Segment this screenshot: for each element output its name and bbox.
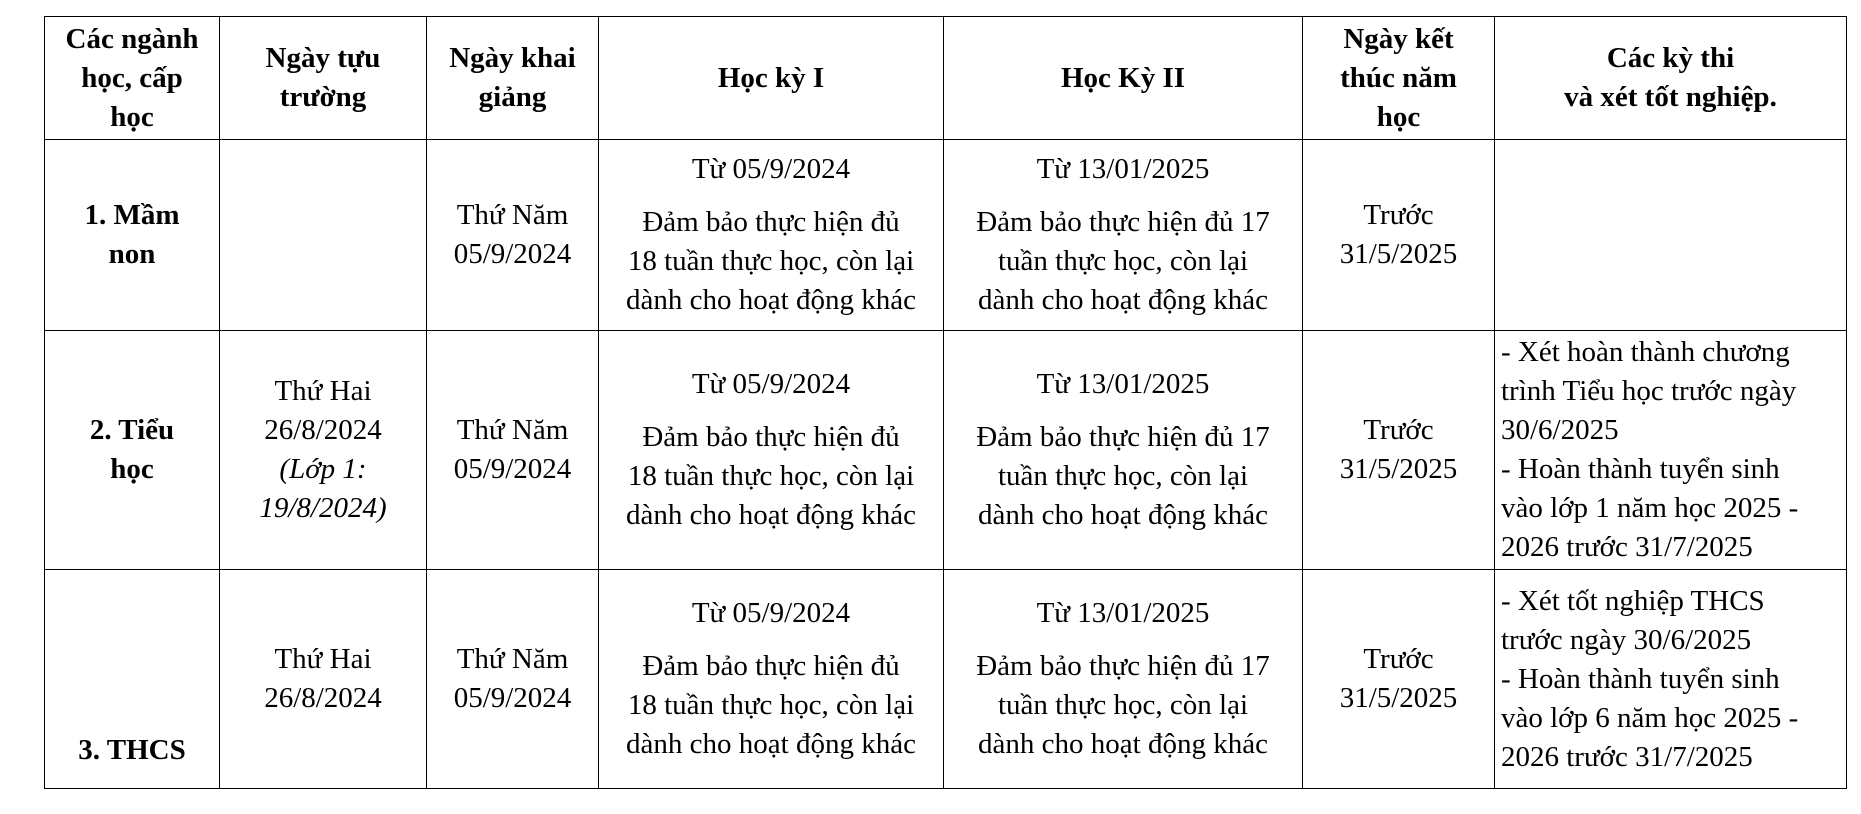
hoc-ky-2-cell: Từ 13/01/2025 Đảm bảo thực hiện đủ 17 tuần thực học, còn lại dành cho hoạt động khác xyxy=(944,140,1303,331)
header-level: Các ngành học, cấp học xyxy=(45,17,220,140)
ket-thuc-cell: Trước 31/5/2025 xyxy=(1303,140,1495,331)
hoc-ky-2-cell: Từ 13/01/2025 Đảm bảo thực hiện đủ 17 tuần thực học, còn lại dành cho hoạt động khác xyxy=(944,331,1303,570)
header-khai-giang: Ngày khai giảng xyxy=(427,17,599,140)
table-row xyxy=(45,331,1847,570)
khai-giang-cell: Thứ Năm 05/9/2024 xyxy=(427,570,599,789)
ket-thuc-cell: Trước 31/5/2025 xyxy=(1303,570,1495,789)
hoc-ky-1-cell: Từ 05/9/2024 Đảm bảo thực hiện đủ 18 tuần thực học, còn lại dành cho hoạt động khác xyxy=(599,570,944,789)
khai-giang-cell: Thứ Năm 05/9/2024 xyxy=(427,140,599,331)
ket-thuc-cell: Trước 31/5/2025 xyxy=(1303,331,1495,570)
header-tuu-truong: Ngày tựu trường xyxy=(220,17,427,140)
level-cell: 3. THCS xyxy=(45,570,220,789)
level-cell: 2. Tiểu học xyxy=(45,331,220,570)
hoc-ky-1-cell: Từ 05/9/2024 Đảm bảo thực hiện đủ 18 tuần thực học, còn lại dành cho hoạt động khác xyxy=(599,331,944,570)
header-hoc-ky-2: Học Kỳ II xyxy=(944,17,1303,140)
grade-1-note-date: 19/8/2024) xyxy=(259,492,387,524)
ky-thi-cell: - Xét tốt nghiệp THCS trước ngày 30/6/2025 - Hoàn thành tuyển sinh vào lớp 6 năm học 2025 - 2026 trước 31/7/2025 xyxy=(1495,570,1847,789)
hoc-ky-1-cell: Từ 05/9/2024 Đảm bảo thực hiện đủ 18 tuần thực học, còn lại dành cho hoạt động khác xyxy=(599,140,944,331)
tuu-truong-cell: Thứ Hai 26/8/2024 (Lớp 1: 19/8/2024) xyxy=(220,331,427,570)
ky-thi-cell: - Xét hoàn thành chương trình Tiểu học trước ngày 30/6/2025 - Hoàn thành tuyển sinh vào lớp 1 năm học 2025 - 2026 trước 31/7/2025 xyxy=(1495,331,1847,570)
table-row xyxy=(45,140,1847,331)
tuu-truong-cell: Thứ Hai 26/8/2024 xyxy=(220,570,427,789)
table-row xyxy=(45,570,1847,789)
header-hoc-ky-1: Học kỳ I xyxy=(599,17,944,140)
header-row xyxy=(45,17,1847,140)
khai-giang-cell: Thứ Năm 05/9/2024 xyxy=(427,331,599,570)
ky-thi-cell xyxy=(1495,140,1847,331)
header-ky-thi: Các kỳ thi và xét tốt nghiệp. xyxy=(1495,17,1847,140)
level-cell: 1. Mầm non xyxy=(45,140,220,331)
tuu-truong-cell xyxy=(220,140,427,331)
grade-1-note: (Lớp 1: xyxy=(279,453,367,485)
hoc-ky-2-cell: Từ 13/01/2025 Đảm bảo thực hiện đủ 17 tuần thực học, còn lại dành cho hoạt động khác xyxy=(944,570,1303,789)
school-year-schedule-table xyxy=(44,16,1847,789)
header-ket-thuc: Ngày kết thúc năm học xyxy=(1303,17,1495,140)
